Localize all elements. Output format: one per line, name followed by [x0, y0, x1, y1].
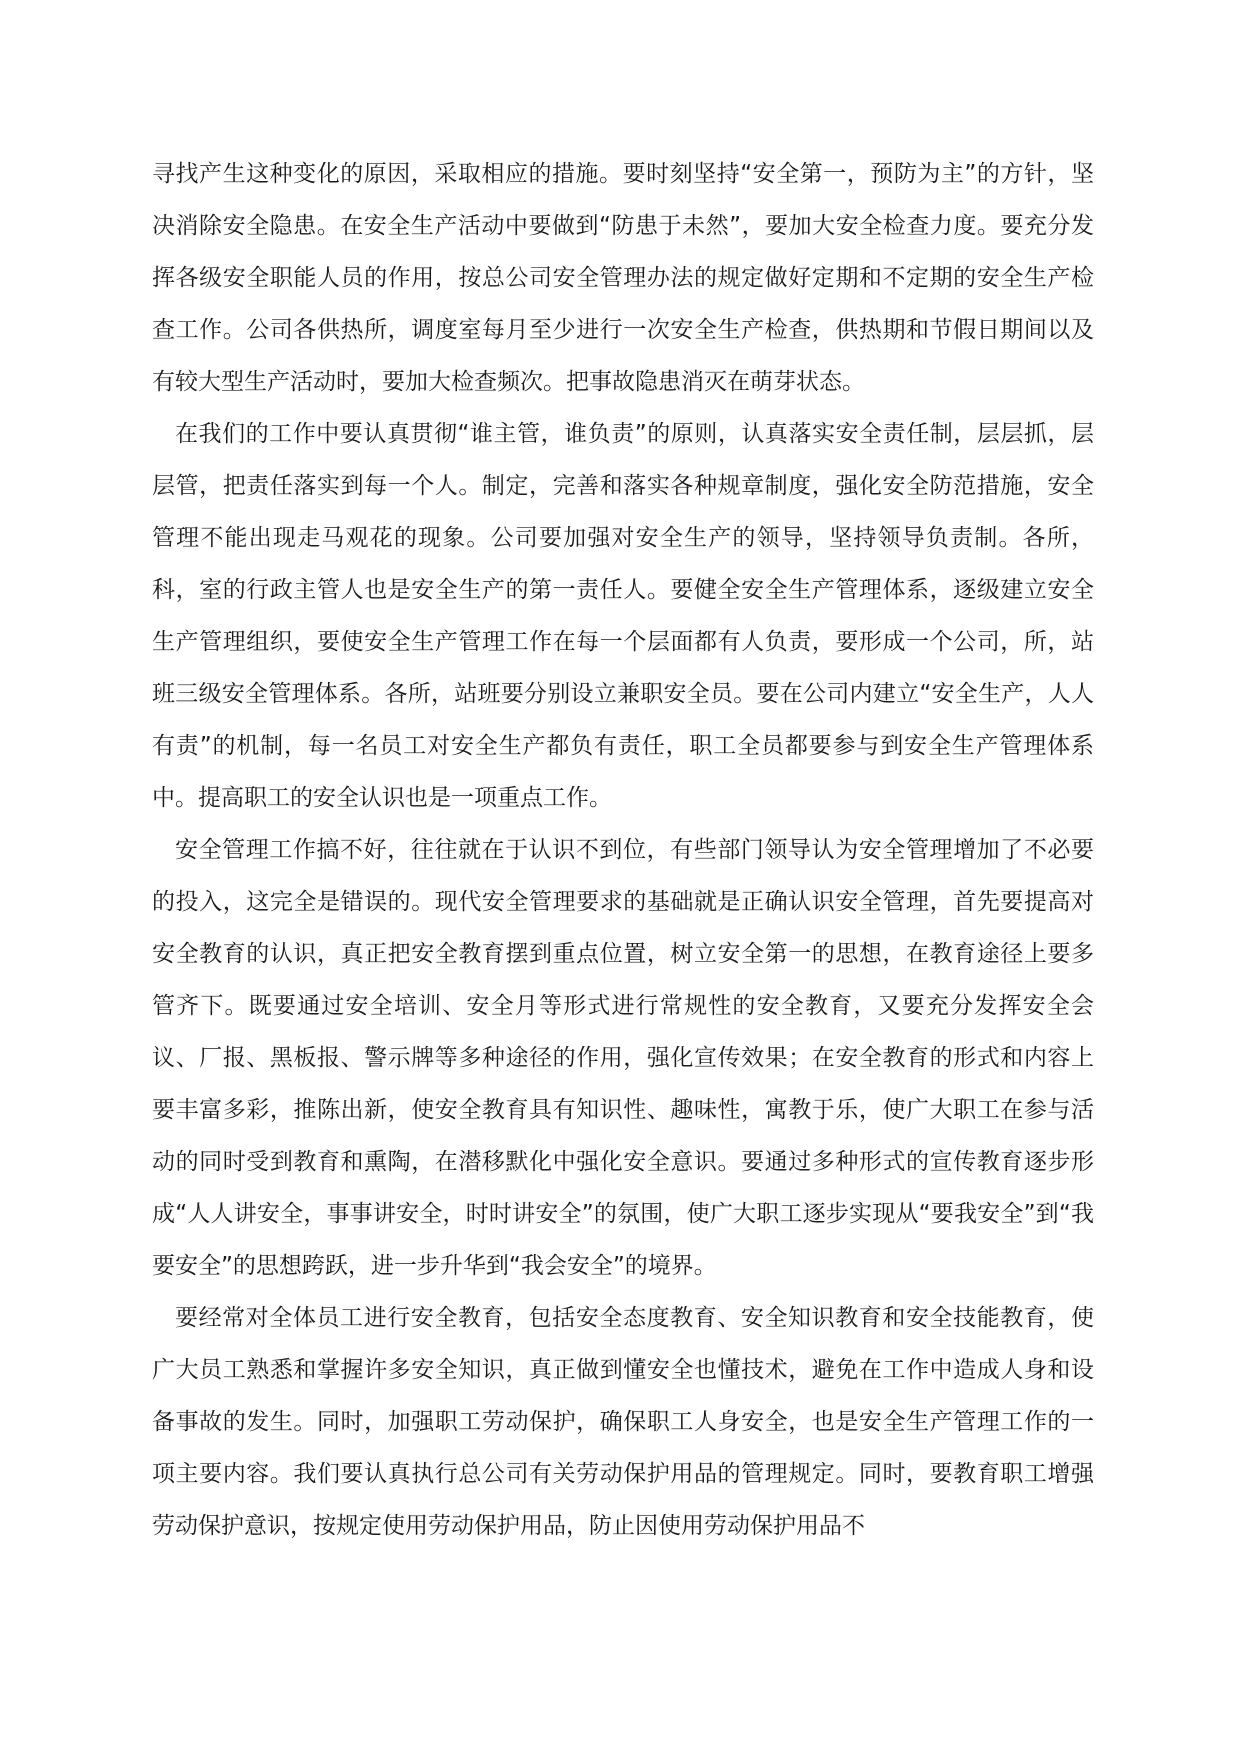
paragraph-3: 安全管理工作搞不好，往往就在于认识不到位，有些部门领导认为安全管理增加了不必要的投入，这完全是错误的。现代安全管理要求的基础就是正确认识安全管理，首先要提高对安全教育的认识，真正把安全教育摆到重点位置，树立安全第一的思想，在教育途径上要多管齐下。既要通过安全培训、安全月等形式进行常规性的安全教育，又要充分发挥安全会议、厂报、黑板报、警示牌等多种途径的作用，强化宣传效果；在安全教育的形式和内容上要丰富多彩，推陈出新，使安全教育具有知识性、趣味性，寓教于乐，使广大职工在参与活动的同时受到教育和熏陶，在潜移默化中强化安全意识。要通过多种形式的宣传教育逐步形成“人人讲安全，事事讲安全，时时讲安全”的氛围，使广大职工逐步实现从“要我安全”到“我要安全”的思想跨跃，进一步升华到“我会安全”的境界。 [152, 837, 1094, 1279]
document-body [152, 148, 1094, 1552]
paragraph-2: 在我们的工作中要认真贯彻“谁主管，谁负责”的原则，认真落实安全责任制，层层抓，层层管，把责任落实到每一个人。制定，完善和落实各种规章制度，强化安全防范措施，安全管理不能出现走马观花的现象。公司要加强对安全生产的领导，坚持领导负责制。各所，科，室的行政主管人也是安全生产的第一责任人。要健全安全生产管理体系，逐级建立安全生产管理组织，要使安全生产管理工作在每一个层面都有人负责，要形成一个公司，所，站班三级安全管理体系。各所，站班要分别设立兼职安全员。要在公司内建立“安全生产，人人有责”的机制，每一名员工对安全生产都负有责任，职工全员都要参与到安全生产管理体系中。提高职工的安全认识也是一项重点工作。 [152, 421, 1094, 811]
paragraph-4: 要经常对全体员工进行安全教育，包括安全态度教育、安全知识教育和安全技能教育，使广大员工熟悉和掌握许多安全知识，真正做到懂安全也懂技术，避免在工作中造成人身和设备事故的发生。同时，加强职工劳动保护，确保职工人身安全，也是安全生产管理工作的一项主要内容。我们要认真执行总公司有关劳动保护用品的管理规定。同时，要教育职工增强劳动保护意识，按规定使用劳动保护用品，防止因使用劳动保护用品不 [152, 1305, 1094, 1539]
paragraph-1: 寻找产生这种变化的原因，采取相应的措施。要时刻坚持“安全第一，预防为主”的方针，坚决消除安全隐患。在安全生产活动中要做到“防患于未然”，要加大安全检查力度。要充分发挥各级安全职能人员的作用，按总公司安全管理办法的规定做好定期和不定期的安全生产检查工作。公司各供热所，调度室每月至少进行一次安全生产检查，供热期和节假日期间以及有较大型生产活动时，要加大检查频次。把事故隐患消灭在萌芽状态。 [152, 161, 1094, 395]
